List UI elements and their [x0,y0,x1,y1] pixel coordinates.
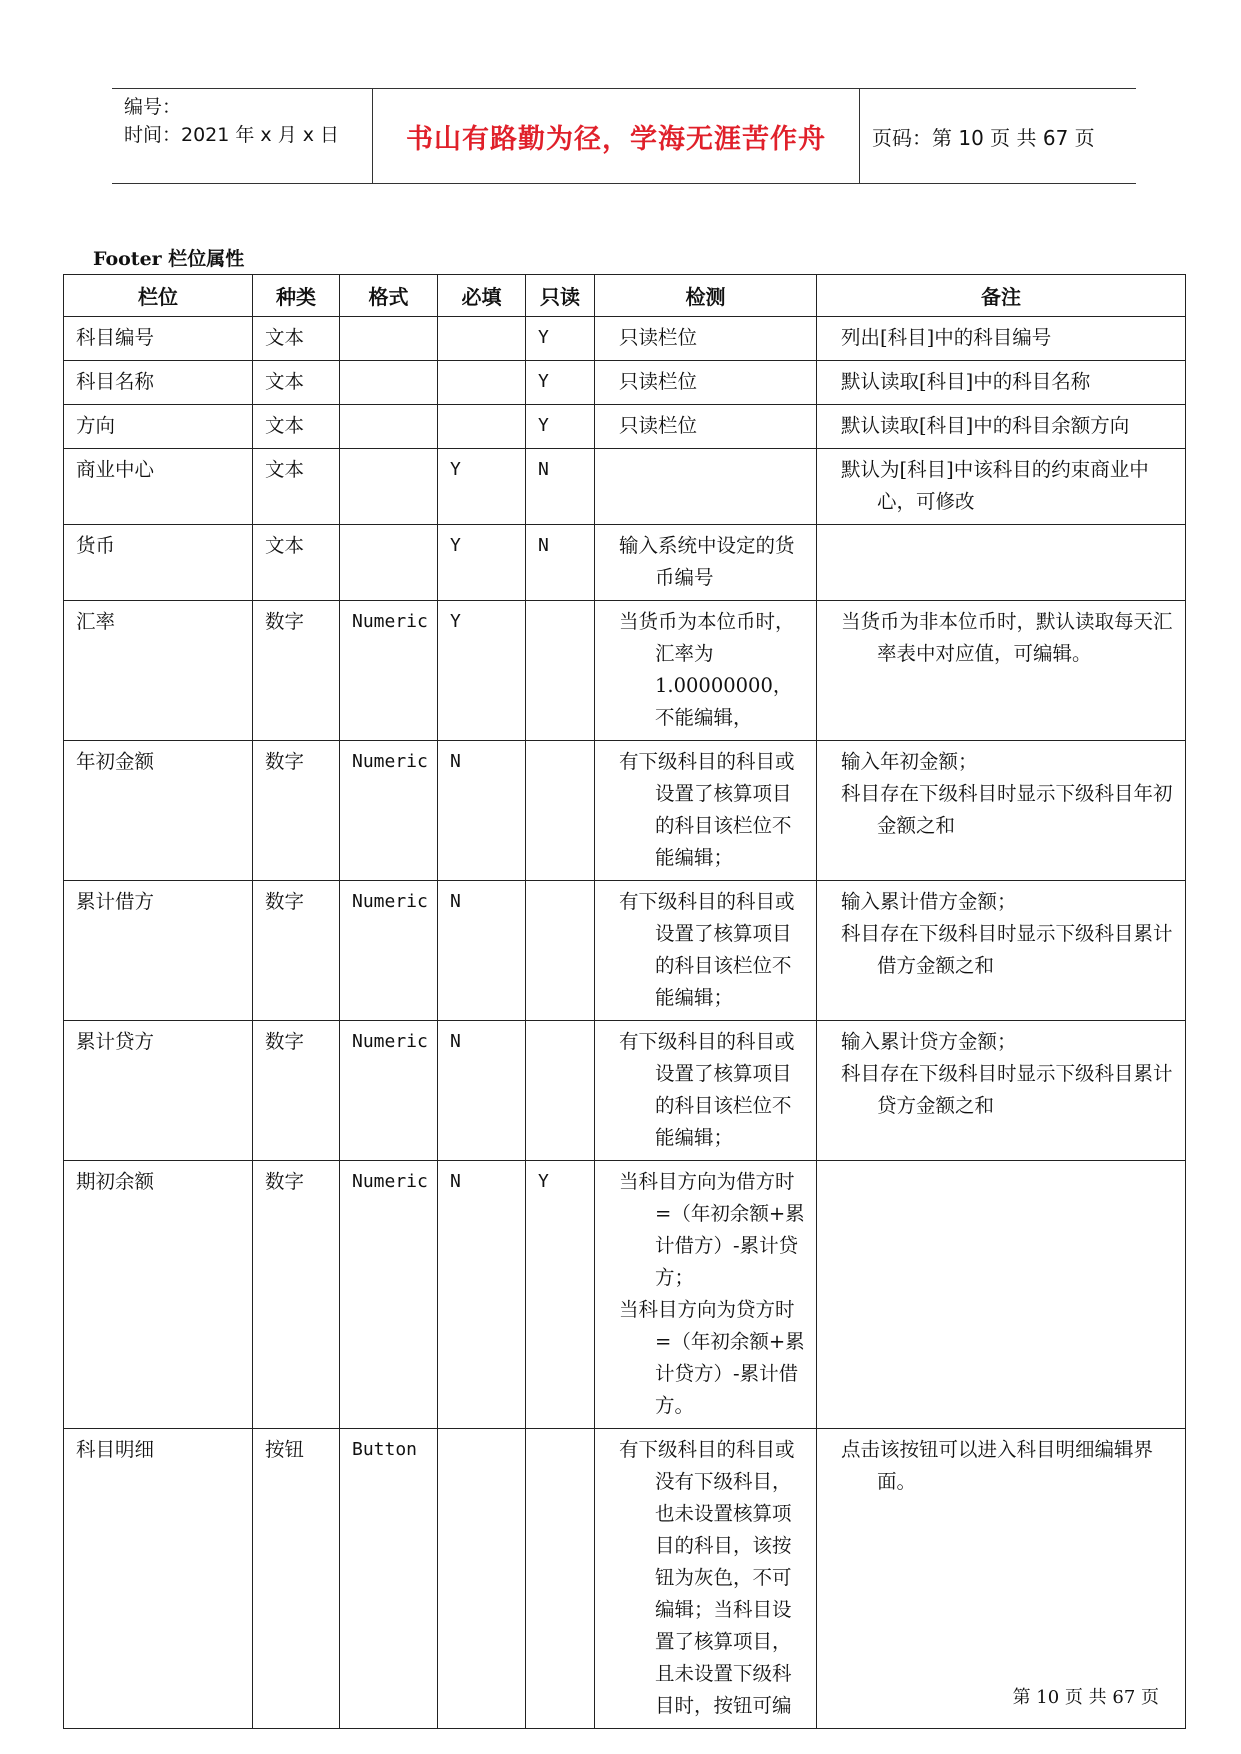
note-text: 输入累计贷方金额； [841,1030,1017,1053]
header-meta [112,89,372,183]
note-text: 默认读取[科目]中的科目余额方向 [841,414,1130,437]
cell-readonly: Y [526,317,595,361]
cell-note [817,601,1186,741]
table-row [64,1021,1186,1161]
cell-note [817,525,1186,601]
cell-type: 数字 [253,1021,340,1161]
cell-format: Numeric [340,601,438,741]
cell-check [595,405,817,449]
cell-required: N [438,1161,526,1429]
cell-readonly: N [526,449,595,525]
table-row [64,741,1186,881]
check-text: 有下级科目的科目或设置了核算项目的科目该栏位不能编辑； [619,1030,795,1149]
cell-format: Numeric [340,1161,438,1429]
table-row [64,881,1186,1021]
cell-required: Y [438,449,526,525]
cell-format [340,449,438,525]
cell-field: 累计贷方 [64,1021,253,1161]
cell-format: Numeric [340,1021,438,1161]
check-text: 有下级科目的科目或没有下级科目，也未设置核算项目的科目，该按钮为灰色，不可编辑；当科目设置了核算项目，且未设置下级科目时，按钮可编 [619,1438,795,1717]
cell-check [595,1161,817,1429]
check-text: 有下级科目的科目或设置了核算项目的科目该栏位不能编辑； [619,750,795,869]
check-text: 当货币为本位币时，汇率为 1.00000000，不能编辑， [619,610,795,729]
cell-format: Button [340,1429,438,1729]
cell-note [817,449,1186,525]
cell-check [595,601,817,741]
cell-field: 累计借方 [64,881,253,1021]
table-row [64,601,1186,741]
cell-required: N [438,741,526,881]
cell-check [595,1429,817,1729]
cell-required [438,361,526,405]
cell-field: 科目明细 [64,1429,253,1729]
cell-readonly [526,741,595,881]
cell-type: 文本 [253,405,340,449]
cell-type: 数字 [253,881,340,1021]
cell-note [817,1021,1186,1161]
cell-format [340,361,438,405]
check-text: 当科目方向为借方时=（年初余额+累计借方）-累计贷方； [619,1170,805,1289]
note-text: 科目存在下级科目时显示下级科目年初金额之和 [841,782,1173,837]
note-text: 点击该按钮可以进入科目明细编辑界面。 [841,1438,1154,1493]
note-text: 输入年初金额； [841,750,978,773]
cell-type: 数字 [253,1161,340,1429]
check-text: 输入系统中设定的货币编号 [619,534,795,589]
header-page-info: 页码：第 10 页 共 67 页 [872,125,1095,150]
cell-field: 科目编号 [64,317,253,361]
cell-format [340,317,438,361]
cell-note [817,317,1186,361]
cell-format: Numeric [340,881,438,1021]
cell-note [817,361,1186,405]
cell-type: 文本 [253,361,340,405]
cell-field: 方向 [64,405,253,449]
header-motto: 书山有路勤为径，学海无涯苦作舟 [372,89,860,183]
column-header-required: 必填 [438,275,526,317]
cell-readonly: Y [526,405,595,449]
cell-type: 按钮 [253,1429,340,1729]
note-text: 科目存在下级科目时显示下级科目累计贷方金额之和 [841,1062,1173,1117]
column-header-type: 种类 [253,275,340,317]
cell-readonly [526,1429,595,1729]
cell-format [340,405,438,449]
cell-type: 数字 [253,741,340,881]
section-title: Footer 栏位属性 [93,248,245,270]
cell-format [340,525,438,601]
note-text: 默认为[科目]中该科目的约束商业中心，可修改 [841,458,1149,513]
cell-required: N [438,1021,526,1161]
cell-check [595,449,817,525]
cell-required: N [438,881,526,1021]
page-footer: 第 10 页 共 67 页 [1012,1687,1159,1708]
cell-check [595,881,817,1021]
cell-format: Numeric [340,741,438,881]
column-header-note: 备注 [817,275,1186,317]
column-header-field: 栏位 [64,275,253,317]
cell-check [595,361,817,405]
cell-field: 科目名称 [64,361,253,405]
cell-note [817,405,1186,449]
table-row [64,525,1186,601]
table-row [64,361,1186,405]
document-number-label: 编号： [124,96,182,118]
cell-note [817,741,1186,881]
cell-required: Y [438,525,526,601]
cell-note [817,1161,1186,1429]
footer-field-attributes-table [63,274,1186,1729]
cell-required [438,405,526,449]
column-header-format: 格式 [340,275,438,317]
cell-check [595,741,817,881]
document-header [112,88,1136,184]
cell-readonly: N [526,525,595,601]
cell-type: 数字 [253,601,340,741]
cell-required: Y [438,601,526,741]
document-time-label: 时间：2021 年 x 月 x 日 [124,124,340,146]
cell-readonly [526,1021,595,1161]
cell-field: 年初金额 [64,741,253,881]
note-text: 科目存在下级科目时显示下级科目累计借方金额之和 [841,922,1173,977]
cell-field: 货币 [64,525,253,601]
table-row [64,1161,1186,1429]
cell-readonly: Y [526,1161,595,1429]
check-text: 只读栏位 [619,326,698,349]
note-text: 默认读取[科目]中的科目名称 [841,370,1091,393]
cell-readonly: Y [526,361,595,405]
cell-field: 期初余额 [64,1161,253,1429]
cell-readonly [526,601,595,741]
table-header-row [64,275,1186,317]
note-text: 输入累计借方金额； [841,890,1017,913]
cell-type: 文本 [253,449,340,525]
cell-readonly [526,881,595,1021]
table-row [64,449,1186,525]
cell-check [595,317,817,361]
table-row [64,317,1186,361]
cell-required [438,1429,526,1729]
cell-note [817,881,1186,1021]
note-text: 当货币为非本位币时，默认读取每天汇率表中对应值，可编辑。 [841,610,1173,665]
cell-check [595,1021,817,1161]
cell-check [595,525,817,601]
cell-required [438,317,526,361]
check-text: 有下级科目的科目或设置了核算项目的科目该栏位不能编辑； [619,890,795,1009]
cell-field: 汇率 [64,601,253,741]
cell-type: 文本 [253,317,340,361]
column-header-readonly: 只读 [526,275,595,317]
check-text: 当科目方向为贷方时=（年初余额+累计贷方）-累计借方。 [619,1298,805,1417]
check-text: 只读栏位 [619,414,698,437]
cell-field: 商业中心 [64,449,253,525]
cell-type: 文本 [253,525,340,601]
table-row [64,405,1186,449]
column-header-check: 检测 [595,275,817,317]
note-text: 列出[科目]中的科目编号 [841,326,1052,349]
check-text: 只读栏位 [619,370,698,393]
